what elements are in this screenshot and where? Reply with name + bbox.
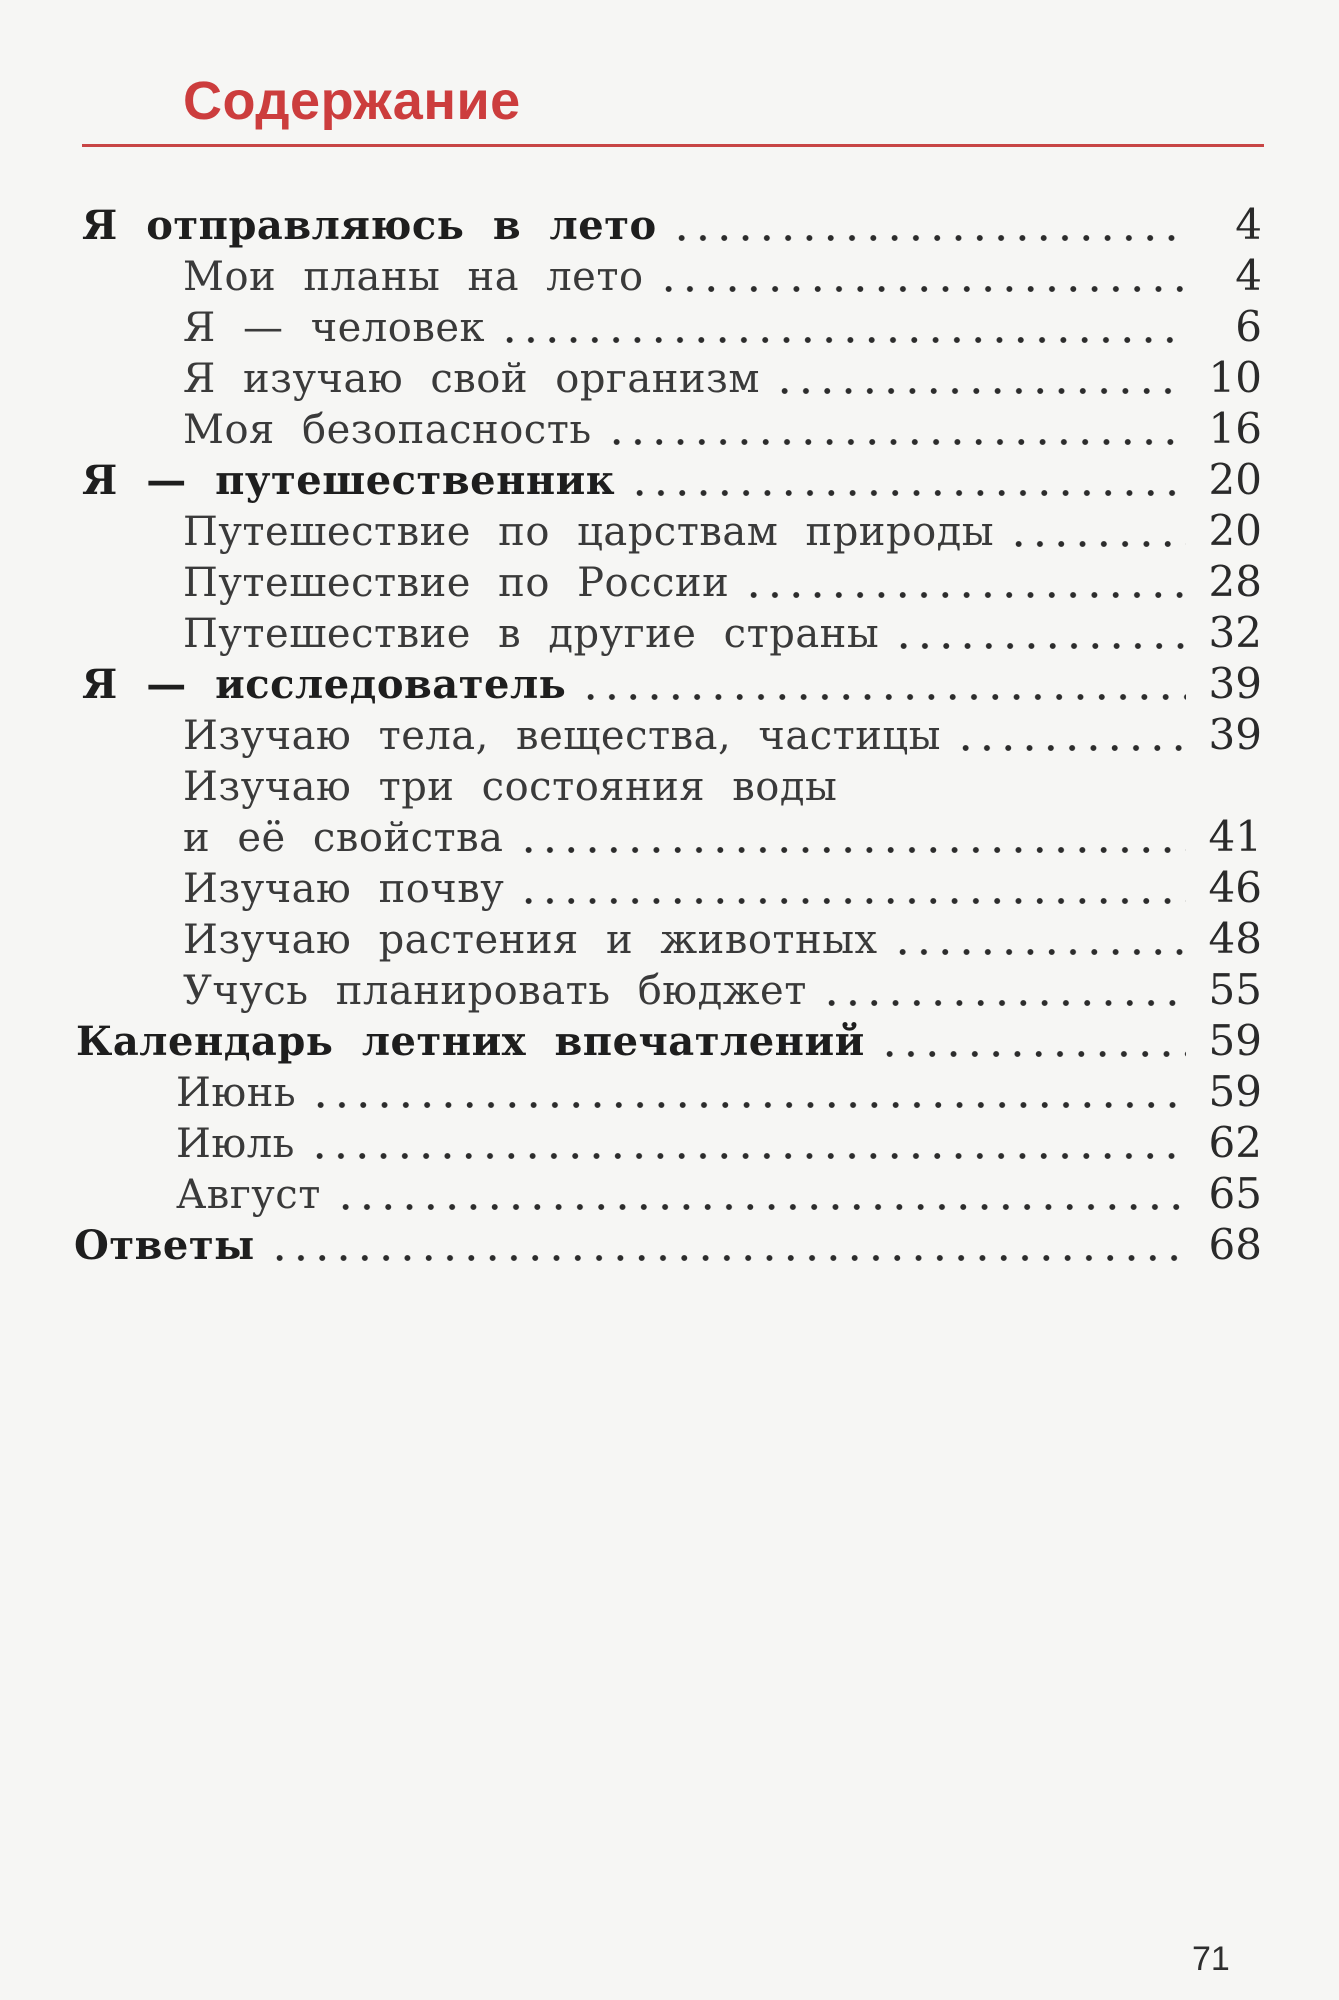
toc-entry-page: 32 bbox=[1208, 608, 1262, 657]
toc-entry-title: Я изучаю свой организм bbox=[183, 356, 760, 402]
toc-entry-title: Путешествие по царствам природы bbox=[183, 509, 995, 555]
toc-entry-page: 59 bbox=[1208, 1016, 1262, 1065]
dot-leader bbox=[658, 285, 1186, 293]
toc-entry[interactable] bbox=[176, 1114, 1262, 1167]
dot-leader bbox=[269, 1254, 1186, 1262]
toc-entry[interactable] bbox=[183, 247, 1262, 300]
dot-leader bbox=[774, 387, 1186, 395]
toc-entry[interactable] bbox=[183, 604, 1262, 657]
toc-entry[interactable] bbox=[82, 451, 1262, 504]
dot-leader bbox=[671, 234, 1186, 242]
toc-entry-page: 39 bbox=[1208, 659, 1262, 708]
toc-entry-title: Ответы bbox=[74, 1222, 255, 1269]
toc-entry-title: Моя безопасность bbox=[183, 407, 592, 453]
toc-entry[interactable] bbox=[76, 1012, 1262, 1065]
dot-leader bbox=[499, 336, 1186, 344]
dot-leader bbox=[821, 999, 1186, 1007]
toc-entry-title: Мои планы на лето bbox=[183, 254, 644, 300]
toc-entry[interactable] bbox=[183, 808, 1262, 861]
dot-leader bbox=[743, 591, 1186, 599]
toc-entry-title: Учусь планировать бюджет bbox=[183, 968, 807, 1014]
toc-entry-page: 20 bbox=[1208, 455, 1262, 504]
toc-entry-title-line1: Изучаю три состояния воды bbox=[183, 764, 838, 810]
dot-leader bbox=[955, 744, 1186, 752]
toc-entry-title: Я — путешественник bbox=[82, 457, 616, 504]
toc-entry-page: 68 bbox=[1208, 1220, 1262, 1269]
page-number: 71 bbox=[1192, 1940, 1230, 1978]
toc-entry-title: Путешествие по России bbox=[183, 560, 730, 606]
toc-entry-title: Изучаю почву bbox=[183, 866, 505, 912]
toc-entry-title: Путешествие в другие страны bbox=[183, 611, 880, 657]
toc-entry[interactable] bbox=[183, 961, 1262, 1014]
toc-entry-page: 16 bbox=[1208, 404, 1262, 453]
toc-entry[interactable] bbox=[176, 1063, 1262, 1116]
toc-entry-title: Я отправляюсь в лето bbox=[82, 202, 657, 249]
toc-entry-page: 59 bbox=[1208, 1067, 1262, 1116]
toc-entry-title: Изучаю тела, вещества, частицы bbox=[183, 713, 941, 759]
toc-entry[interactable] bbox=[82, 196, 1262, 249]
toc-entry-page: 62 bbox=[1208, 1118, 1262, 1167]
toc-entry[interactable] bbox=[183, 553, 1262, 606]
toc-entry[interactable] bbox=[183, 706, 1262, 759]
toc-entry-page: 10 bbox=[1208, 353, 1262, 402]
dot-leader bbox=[1008, 540, 1186, 548]
dot-leader bbox=[606, 438, 1186, 446]
toc-entry-page: 6 bbox=[1235, 302, 1262, 351]
toc-entry-page: 4 bbox=[1235, 251, 1262, 300]
toc-entry[interactable] bbox=[183, 502, 1262, 555]
dot-leader bbox=[518, 846, 1187, 854]
toc-entry-page: 55 bbox=[1208, 965, 1262, 1014]
toc-entry-title: Я — человек bbox=[183, 305, 486, 351]
dot-leader bbox=[580, 693, 1186, 701]
toc-entry-page: 20 bbox=[1208, 506, 1262, 555]
toc-entry-page: 65 bbox=[1208, 1169, 1262, 1218]
toc-entry-title: Июнь bbox=[176, 1070, 297, 1116]
toc-entry[interactable] bbox=[183, 859, 1262, 912]
toc-entry-title-line2: и её свойства bbox=[183, 815, 504, 861]
toc-entry-title: Изучаю растения и животных bbox=[183, 917, 878, 963]
toc-entry[interactable] bbox=[176, 1165, 1262, 1218]
dot-leader bbox=[629, 489, 1186, 497]
toc-entry[interactable] bbox=[183, 298, 1262, 351]
toc-entry-page: 4 bbox=[1235, 200, 1262, 249]
toc-entry-title: Я — исследователь bbox=[82, 661, 567, 708]
toc-entry-page: 39 bbox=[1208, 710, 1262, 759]
toc-entry[interactable] bbox=[74, 1216, 1262, 1269]
toc-entry[interactable] bbox=[183, 349, 1262, 402]
dot-leader bbox=[892, 948, 1186, 956]
toc-entry-title: Календарь летних впечатлений bbox=[76, 1018, 865, 1065]
toc-entry-title: Август bbox=[176, 1172, 321, 1218]
toc-entry-title: Июль bbox=[176, 1121, 295, 1167]
dot-leader bbox=[893, 642, 1186, 650]
toc-entry[interactable] bbox=[82, 655, 1262, 708]
title-rule bbox=[82, 144, 1264, 147]
toc-entry-page: 28 bbox=[1208, 557, 1262, 606]
toc-entry[interactable] bbox=[183, 910, 1262, 963]
dot-leader bbox=[309, 1152, 1186, 1160]
toc-entry-page: 46 bbox=[1208, 863, 1262, 912]
dot-leader bbox=[310, 1101, 1186, 1109]
toc-entry[interactable] bbox=[183, 400, 1262, 453]
toc-entry-page: 48 bbox=[1208, 914, 1262, 963]
toc-entry-page: 41 bbox=[1208, 812, 1262, 861]
dot-leader bbox=[335, 1203, 1186, 1211]
page-title: Содержание bbox=[183, 71, 521, 131]
dot-leader bbox=[518, 897, 1186, 905]
dot-leader bbox=[879, 1050, 1186, 1058]
